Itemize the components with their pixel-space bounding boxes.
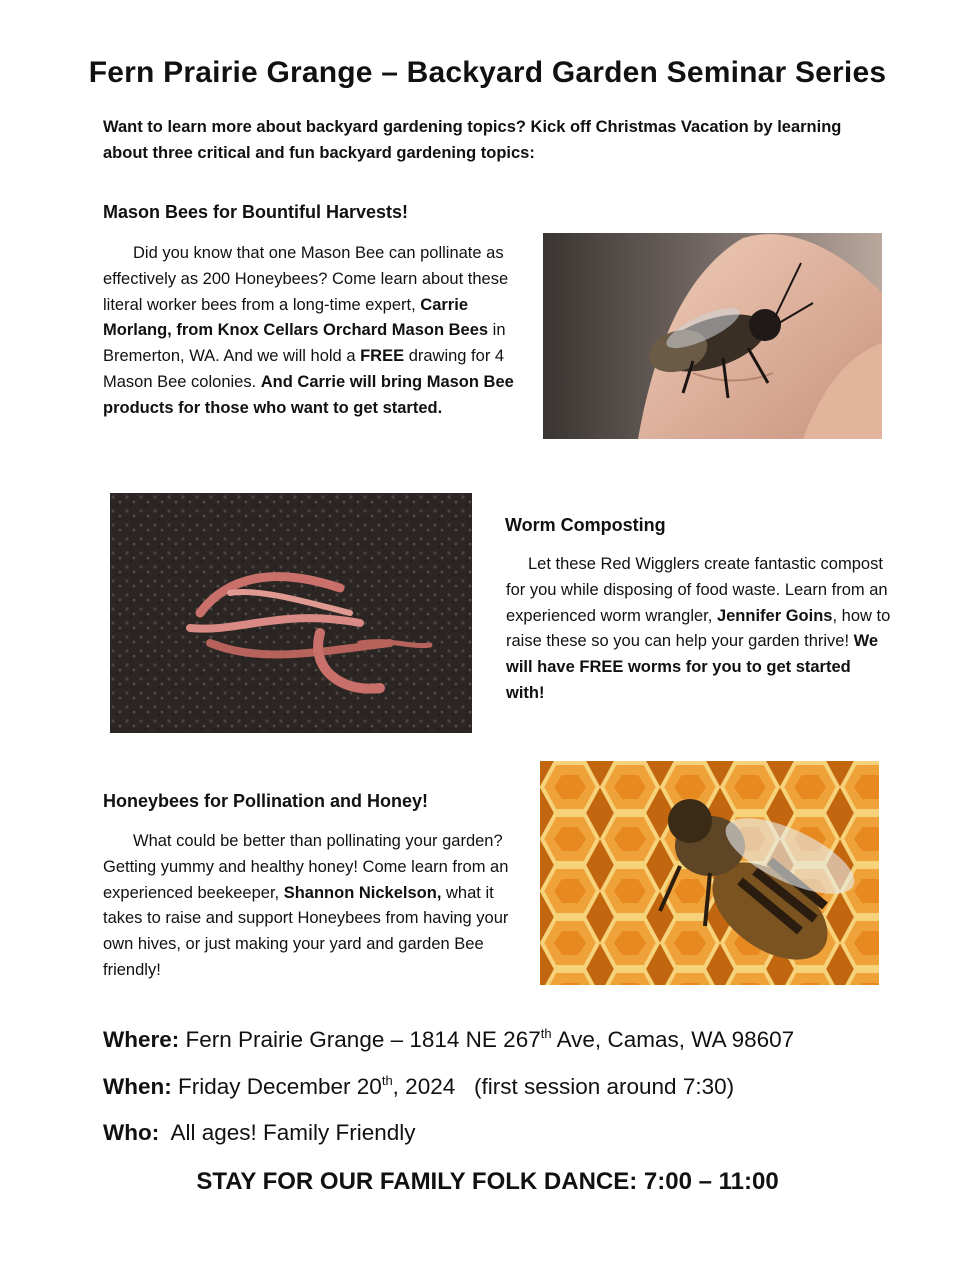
intro-text: Want to learn more about backyard gardening topics? Kick off Christmas Vacation by learning about three critical and fun backyard gardening topics: bbox=[103, 118, 842, 162]
folk-dance-notice: STAY FOR OUR FAMILY FOLK DANCE: 7:00 – 11:00 bbox=[196, 1168, 779, 1195]
mason-bee-photo bbox=[543, 233, 882, 439]
worm-composting-paragraph: Let these Red Wigglers create fantastic compost for you while disposing of food waste. Learn from an experienced worm wrangler, Jennifer Goins, how to raise these so you can help your garden thrive! We will have FREE worms for you to get started with! bbox=[506, 555, 891, 702]
where-line: Where: Fern Prairie Grange – 1814 NE 267th Ave, Camas, WA 98607 bbox=[103, 1026, 795, 1052]
honeybee-photo bbox=[540, 761, 879, 985]
mason-bee-heading: Mason Bees for Bountiful Harvests! bbox=[103, 202, 409, 222]
when-line: When: Friday December 20th, 2024 (first session around 7:30) bbox=[103, 1073, 735, 1099]
page-title: Fern Prairie Grange – Backyard Garden Seminar Series bbox=[88, 56, 887, 89]
worm-compost-photo bbox=[110, 493, 472, 733]
honeybee-heading: Honeybees for Pollination and Honey! bbox=[103, 791, 429, 811]
mason-bee-paragraph: Did you know that one Mason Bee can pollinate as effectively as 200 Honeybees? Come learn about these literal worker bees from a long-time expert, Carrie Morlang, from Knox Cellars Orchard Mason Bees in Bremerton, WA. And we will hold a FREE drawing for 4 Mason Bee colonies. And Carrie will bring Mason Bee products for those who want to get started. bbox=[103, 244, 514, 417]
honeybee-paragraph: What could be better than pollinating your garden? Getting yummy and healthy honey! Come learn from an experienced beekeeper, Shannon Nickelson, what it takes to raise and support Honeybees from having your own hives, or just making your yard and garden Bee friendly! bbox=[103, 832, 509, 979]
who-line: Who: All ages! Family Friendly bbox=[103, 1120, 416, 1145]
worm-composting-heading: Worm Composting bbox=[505, 515, 666, 535]
